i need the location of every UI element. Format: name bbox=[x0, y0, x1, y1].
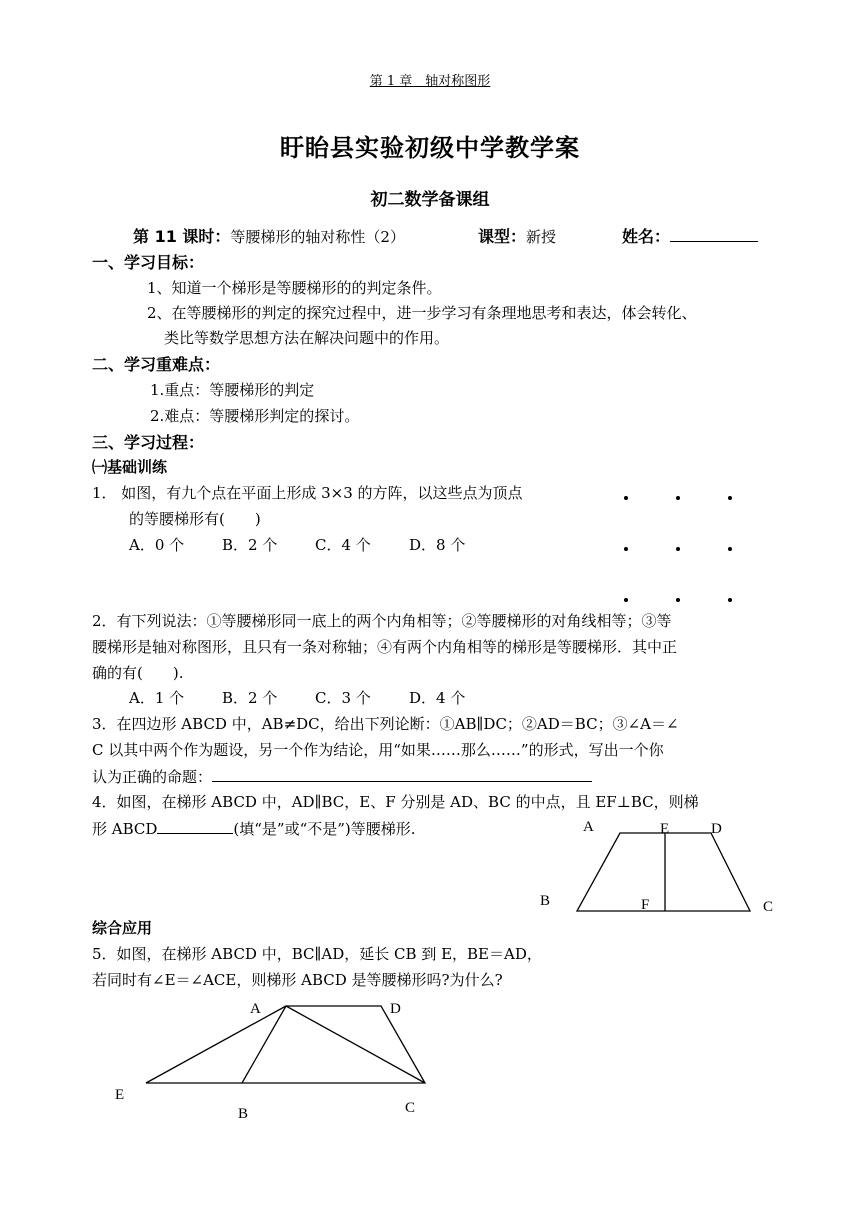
q1-line-2: 的等腰梯形有( ) bbox=[129, 510, 261, 528]
label-a: A bbox=[583, 819, 594, 835]
q3-line-1: 3．在四边形 ABCD 中，AB≠DC，给出下列论断：①AB∥DC；②AD＝BC；③∠A＝∠ bbox=[92, 715, 679, 733]
label-d: D bbox=[711, 821, 722, 837]
type-label: 课型： bbox=[478, 227, 527, 246]
q2-line-1: 2．有下列说法：①等腰梯形同一底上的两个内角相等；②等腰梯形的对角线相等；③等 bbox=[92, 612, 672, 630]
label-c-q5: C bbox=[405, 1100, 416, 1116]
q4-text-end: (填“是”或“不是”)等腰梯形. bbox=[233, 820, 416, 838]
label-a-q5: A bbox=[250, 1001, 261, 1017]
q3-prompt: 认为正确的命题： bbox=[92, 768, 213, 786]
chapter-header: 第 1 章 轴对称图形 bbox=[369, 74, 491, 89]
goal-2a: 2、在等腰梯形的判定的探究过程中，进一步学习有条理地思考和表达，体会转化、 bbox=[147, 304, 697, 322]
q1-option-d[interactable]: D．8 个 bbox=[409, 536, 466, 554]
process-heading: 三、学习过程： bbox=[92, 433, 205, 452]
q2-option-a[interactable]: A．1 个 bbox=[129, 689, 185, 707]
key-point-1: 1.重点：等腰梯形的判定 bbox=[150, 381, 315, 399]
goal-2b: 类比等数学思想方法在解决问题中的作用。 bbox=[164, 329, 450, 347]
q1-option-b[interactable]: B．2 个 bbox=[222, 536, 278, 554]
q2-line-2: 腰梯形是轴对称图形，且只有一条对称轴；④有两个内角相等的梯形是等腰梯形．其中正 bbox=[92, 638, 678, 656]
q5-line-1: 5．如图，在梯形 ABCD 中，BC∥AD，延长 CB 到 E，BE＝AD， bbox=[92, 945, 542, 963]
goal-1: 1、知道一个梯形是等腰梯形的的判定条件。 bbox=[147, 279, 442, 297]
trapezoid-abcd-q5 bbox=[242, 1006, 425, 1083]
q4-text-start: 形 ABCD bbox=[92, 820, 158, 838]
segment-ac bbox=[286, 1006, 425, 1083]
period-label: 第 11 课时： bbox=[133, 227, 231, 246]
type-value: 新授 bbox=[526, 228, 557, 246]
segment-ea bbox=[146, 1006, 286, 1083]
key-point-2: 2.难点：等腰梯形判定的探讨。 bbox=[150, 407, 360, 425]
q2-option-b[interactable]: B．2 个 bbox=[222, 689, 278, 707]
label-c: C bbox=[763, 899, 774, 915]
q2-option-d[interactable]: D．4 个 bbox=[409, 689, 466, 707]
label-e: E bbox=[660, 821, 670, 837]
apply-heading: 综合应用 bbox=[92, 919, 153, 937]
q1-option-a[interactable]: A．0 个 bbox=[129, 536, 185, 554]
goals-heading: 一、学习目标： bbox=[92, 253, 205, 272]
q5-line-2: 若同时有∠E＝∠ACE，则梯形 ABCD 是等腰梯形吗?为什么? bbox=[92, 971, 503, 989]
q1-option-c[interactable]: C．4 个 bbox=[315, 536, 371, 554]
label-b-q5: B bbox=[238, 1106, 249, 1122]
label-b: B bbox=[540, 893, 551, 909]
period-value: 等腰梯形的轴对称性（2） bbox=[230, 228, 405, 246]
name-label: 姓名： bbox=[622, 227, 671, 246]
page-subtitle: 初二数学备课组 bbox=[370, 190, 490, 210]
key-heading: 二、学习重难点： bbox=[92, 355, 221, 374]
q4-line-1: 4．如图，在梯形 ABCD 中，AD∥BC，E、F 分别是 AD、BC 的中点，且 EF⊥BC，则梯 bbox=[92, 793, 699, 811]
label-d-q5: D bbox=[390, 1001, 401, 1017]
q3-line-2: C 以其中两个作为题设，另一个作为结论，用“如果……那么……”的形式，写出一个你 bbox=[92, 741, 664, 759]
basic-heading: ㈠基础训练 bbox=[92, 458, 168, 476]
q1-line-1: 1． 如图，有九个点在平面上形成 3×3 的方阵，以这些点为顶点 bbox=[92, 484, 523, 502]
label-f: F bbox=[641, 897, 650, 913]
label-e-q5: E bbox=[115, 1087, 125, 1103]
page-title: 盱眙县实验初级中学教学案 bbox=[280, 134, 580, 162]
q2-line-3: 确的有( ). bbox=[92, 664, 184, 682]
q2-option-c[interactable]: C．3 个 bbox=[315, 689, 371, 707]
